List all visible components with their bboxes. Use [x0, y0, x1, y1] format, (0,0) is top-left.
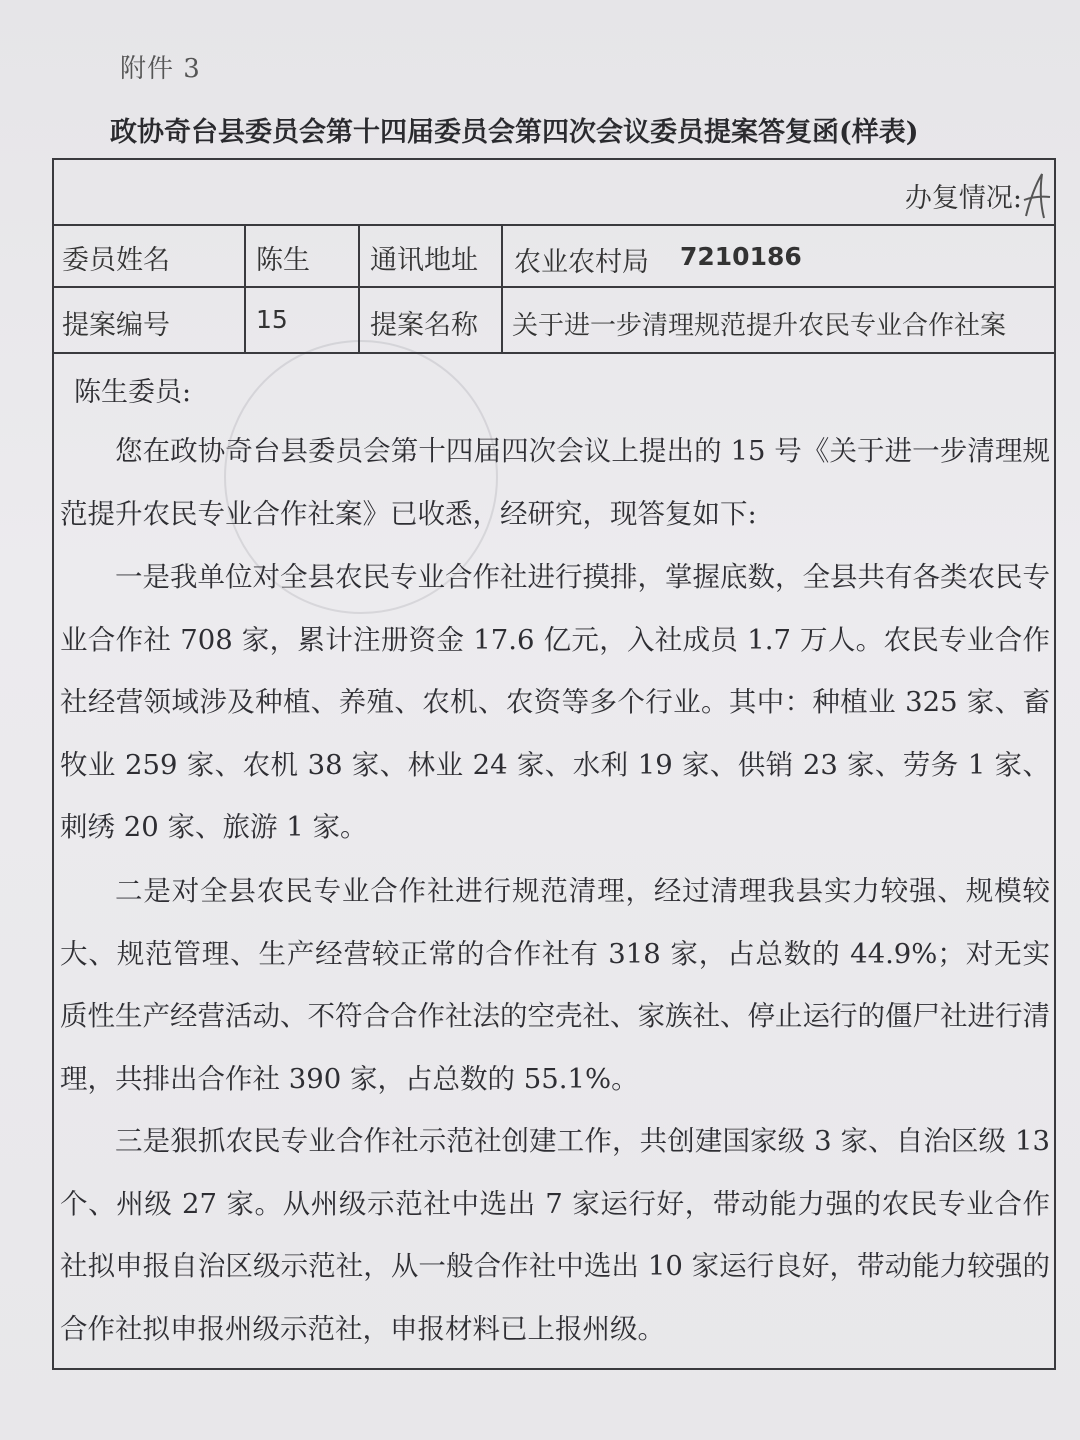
- letter-salutation: 陈生委员:: [74, 377, 192, 408]
- letter-paragraph-3: 三是狠抓农民专业合作社示范社创建工作，共创建国家级 3 家、自治区级 13 个、州级 27 家。从州级示范社中选出 7 家运行好，带动能力强的农民专业合作社拟申报自治区级示范社，从一般合作社中选出 10 家运行良好，带动能力较强的合作社拟申报州级示范社，申报材料已上报州级。: [60, 1125, 1050, 1345]
- letter-paragraph-1: 一是我单位对全县农民专业合作社进行摸排，掌握底数，全县共有各类农民专业合作社 708 家，累计注册资金 17.6 亿元，入社成员 1.7 万人。农民专业合作社经营领域涉及种植、养殖、农机、农资等多个行业。其中：种植业 325 家、畜牧业 259 家、农机 38 家、林业 24 家、水利 19 家、供销 23 家、劳务 1 家、刺绣 20 家、旅游 1 家。: [60, 561, 1050, 843]
- attachment-label: 附件 3: [120, 54, 201, 84]
- member-name-value: 陈生: [256, 245, 310, 276]
- address-unit-value: 农业农村局: [514, 247, 649, 278]
- handwritten-mark-icon: [1018, 170, 1052, 222]
- column-divider: [358, 224, 360, 352]
- proposal-number-label: 提案编号: [62, 310, 170, 341]
- proposal-name-value: 关于进一步清理规范提升农民专业合作社案: [512, 311, 1007, 341]
- handling-status-label: 办复情况:: [904, 183, 1022, 214]
- address-phone-value: 7210186: [680, 242, 802, 271]
- row-divider: [54, 286, 1054, 288]
- proposal-name-label: 提案名称: [370, 310, 478, 341]
- letter-paragraph-2: 二是对全县农民专业合作社进行规范清理，经过清理我县实力较强、规模较大、规范管理、生产经营较正常的合作社有 318 家，占总数的 44.9%；对无实质性生产经营活动、不符合合作社法的空壳社、家族社、停止运行的僵尸社进行清理，共排出合作社 390 家，占总数的 55.1%。: [60, 875, 1050, 1095]
- document-title: 政协奇台县委员会第十四届委员会第四次会议委员提案答复函(样表): [110, 117, 919, 148]
- row-divider: [54, 352, 1054, 354]
- proposal-number-value: 15: [256, 305, 288, 334]
- column-divider: [244, 224, 246, 352]
- column-divider: [501, 224, 503, 352]
- member-name-label: 委员姓名: [62, 245, 170, 276]
- row-divider: [54, 224, 1054, 226]
- letter-intro: 您在政协奇台县委员会第十四届四次会议上提出的 15 号《关于进一步清理规范提升农民专业合作社案》已收悉，经研究，现答复如下:: [60, 435, 1050, 530]
- address-label: 通讯地址: [370, 245, 478, 276]
- proposal-reply-form: [52, 158, 1056, 1370]
